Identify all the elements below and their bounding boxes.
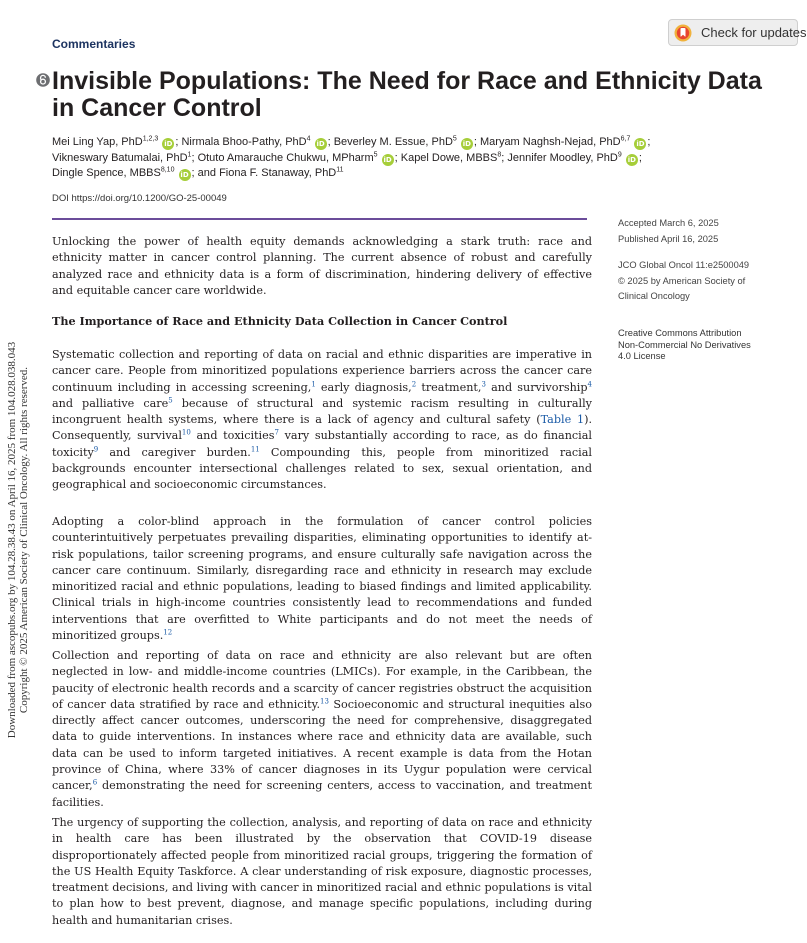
author-affiliation: 1 — [187, 150, 192, 158]
author-affiliation: 8 — [497, 150, 502, 158]
reference-citation[interactable]: 3 — [481, 379, 486, 388]
orcid-icon[interactable]: iD — [636, 140, 645, 148]
orcid-icon[interactable]: iD — [462, 140, 471, 148]
reference-citation[interactable]: 6 — [92, 778, 98, 787]
check-for-updates-button[interactable] — [668, 19, 807, 46]
license-line: Creative Commons Attribution — [618, 328, 742, 338]
table-link[interactable]: Table 1 — [540, 413, 585, 427]
section-label: Commentaries — [52, 37, 136, 51]
orcid-icon[interactable]: iD — [383, 155, 392, 164]
license-info[interactable] — [618, 328, 751, 363]
author-affiliation: 1,2,3 — [142, 135, 159, 143]
copyright-line: Copyright © 2025 American Society of Clinical Oncology. All rights reserved. — [18, 366, 30, 714]
author-name: Vikneswary Batumalai, PhD — [52, 151, 188, 164]
copyright-cont: Clinical Oncology — [618, 291, 690, 301]
author-name: Kapel Dowe, MBBS — [400, 151, 498, 164]
reference-citation[interactable]: 9 — [93, 445, 99, 454]
author-name: Otuto Amarauche Chukwu, MPharm — [197, 151, 374, 164]
abstract: Unlocking the power of health equity demands acknowledging a stark truth: race and ethnicity matter in cancer control planning. The current absence of robust and carefully analyzed race and ethnicity data is a form of discrimination, hindering delivery of effective and equitable cancer care worldwide. — [52, 235, 592, 297]
download-line: Downloaded from ascopubs.org by 104.28.38.43 on April 16, 2025 from 104.028.038.043 — [6, 341, 18, 739]
copyright: © 2025 by American Society of — [618, 275, 746, 286]
reference-citation[interactable]: 7 — [274, 428, 279, 437]
reference-citation[interactable]: 10 — [181, 428, 191, 437]
reference-citation[interactable]: 4 — [587, 379, 592, 388]
author-name: Mei Ling Yap, PhD — [52, 136, 143, 148]
orcid-icon[interactable]: iD — [316, 140, 325, 148]
doi[interactable]: DOI https://doi.org/10.1200/GO-25-00049 — [52, 193, 227, 204]
crossmark-icon — [674, 24, 692, 42]
author-affiliation: 4 — [306, 135, 311, 143]
author-affiliation: 11 — [336, 166, 344, 174]
reference-citation[interactable]: 1 — [311, 379, 316, 388]
article-title: Invisible Populations: The Need for Race and Ethnicity Data in Cancer Control — [52, 67, 762, 122]
reference-citation[interactable]: 11 — [250, 445, 260, 454]
open-access-icon — [36, 73, 50, 87]
author-name: Maryam Naghsh-Nejad, PhD — [480, 136, 621, 148]
author-affiliation: 8,10 — [160, 166, 175, 174]
reference-citation[interactable]: 2 — [411, 379, 417, 388]
reference-citation[interactable]: 12 — [163, 628, 173, 637]
journal-citation: JCO Global Oncol 11:e2500049 — [618, 260, 750, 270]
reference-citation[interactable]: 13 — [320, 697, 329, 706]
journal-info — [618, 258, 749, 305]
orcid-icon[interactable]: iD — [627, 155, 636, 164]
author-affiliation: 6,7 — [620, 135, 631, 143]
author-affiliation: 5 — [373, 150, 378, 158]
publication-dates — [618, 216, 719, 247]
orcid-icon[interactable]: iD — [180, 171, 189, 180]
license-line: 4.0 License — [618, 351, 666, 361]
author-name: Nirmala Bhoo-Pathy, PhD — [181, 136, 307, 148]
author-name: Beverley M. Essue, PhD — [333, 136, 453, 148]
check-for-updates-label: Check for updates — [701, 25, 807, 40]
author-name: Jennifer Moodley, PhD — [507, 151, 618, 164]
author-name: Dingle Spence, MBBS — [52, 167, 161, 180]
accepted-date: Accepted March 6, 2025 — [618, 218, 719, 228]
author-name: Fiona F. Stanaway, PhD — [219, 167, 337, 180]
section-heading: The Importance of Race and Ethnicity Data Collection in Cancer Control — [52, 314, 508, 328]
body-paragraph: Adopting a color-blind approach in the formulation of cancer control policies counterintuitively perpetuates prevailing disparities, eliminating opportunities to identify at-risk populations, tailor screening programs, and ensure culturally safe navigation across the cancer care continuum. Similarly, disregarding race and ethnicity in research may exclude minoritized racial and ethnic populations, leading to biased findings and limited applicability. Clinical trials in high-income countries consistently lead to recommendations and funded interventions that are overfitted to White participants and do not meet the needs of minoritized groups.$^{12}$ — [52, 515, 592, 643]
license-line: Non-Commercial No Derivatives — [618, 339, 751, 350]
author-list: Mei Ling Yap, PhD$^{1,2,3}$ iD ; Nirmala Bhoo-Pathy, PhD$^4$ iD ; Beverley M. Essue, PhD$^5$ iD ; Maryam Naghsh-Nejad, PhD$^{6,7}$ iD ; Vikneswary Batumalai, PhD$^1$; Otuto Amarauche Chukwu, MPharm$^5$ iD ; Kapel Dowe, MBBS$^8$; Jennifer Moodley, PhD$^9$ iD ; Dingle Spence, MBBS$^{8,10}$ iD ; and Fiona F. Stanaway, PhD$^{11}$ — [52, 135, 651, 180]
body-paragraph: The urgency of supporting the collection, analysis, and reporting of data on race and ethnicity in health care has been illustrated by the observation that COVID-19 disease disproportionately affected people from minoritized racial groups, triggering the formation of the US Health Equity Taskforce. A clear understanding of risk exposure, diagnostic processes, treatment decisions, and living with cancer in minoritized racial and ethnic populations is vital to plan how to best prevent, diagnose, and manage specific populations, including during health and humanitarian crises. — [52, 816, 592, 927]
reference-citation[interactable]: 5 — [168, 396, 173, 405]
author-affiliation: 9 — [617, 150, 622, 158]
author-affiliation: 5 — [452, 135, 457, 143]
divider — [52, 218, 587, 220]
published-date: Published April 16, 2025 — [618, 233, 719, 244]
body-paragraph: Systematic collection and reporting of data on racial and ethnic disparities are imperative in cancer care. People from minoritized populations experience barriers across the cancer care continuum including in accessing screening,$^1$ early diagnosis,$^2$ treatment,$^3$ and survivorship$^4$ and palliative care$^5$ because of structural and systemic racism resulting in culturally incongruent health systems, where there is a lack of agency and cultural safety (Table 1). Consequently, survival$^{10}$ and toxicities$^7$ vary substantially according to race, as do financial toxicity$^9$ and caregiver burden.$^{11}$ Compounding this, people from minoritized racial backgrounds encounter intersectional challenges related to sex, sexual orientation, and geographical and socioeconomic circumstances. — [52, 348, 593, 492]
download-watermark — [2, 340, 30, 740]
body-paragraph: Collection and reporting of data on race and ethnicity are also relevant but are often neglected in low- and middle-income countries (LMICs). For example, in the Caribbean, the paucity of electronic health records and a scarcity of cancer registries obstruct the acquisition of cancer data stratified by race and ethnicity.$^{13}$ Socioeconomic and structural inequities also directly affect cancer outcomes, underscoring the need for comprehensive, disaggregated data to guide interventions. In instances where race and ethnicity data are available, such data can be used to inform targeted initiatives. A recent example is data from the Hotan province of China, where 33% of cancer diagnoses in its Uygur population were cervical cancer,$^6$ demonstrating the need for screening centers, access to vaccination, and treatment facilities. — [52, 649, 592, 809]
orcid-icon[interactable]: iD — [164, 140, 173, 148]
